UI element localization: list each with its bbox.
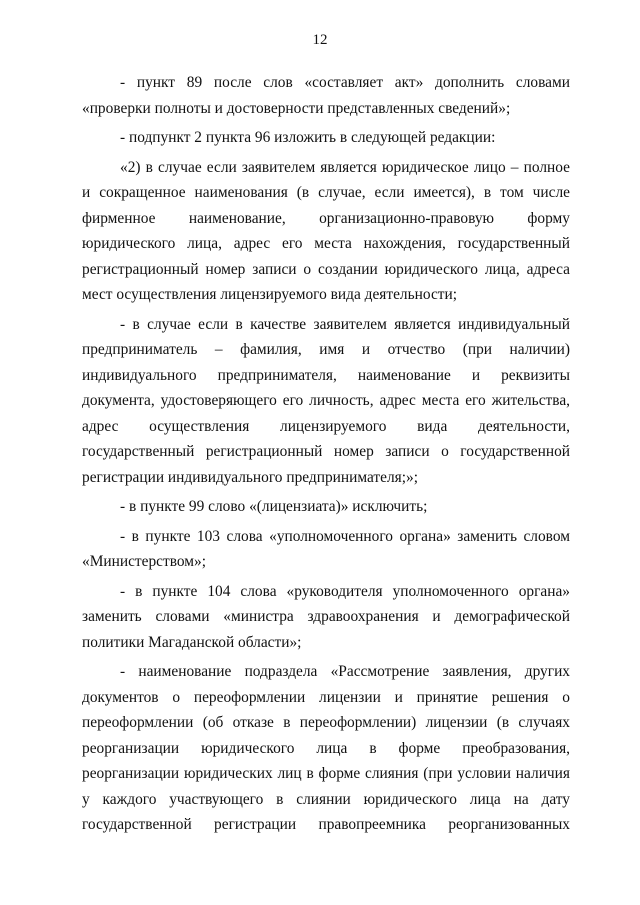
document-body xyxy=(82,70,570,838)
paragraph-subsection-title: - наименование подраздела «Рассмотрение заявления, других документов о переоформлении лицензии и принятие решения о переоформлении (об отказе в переоформлении) лицензии (в случаях реорганизации юридического лица в форме преобразования, реорганизации юридических лиц в форме слияния (при условии наличия у каждого участвующего в слиянии юридического лица на дату государственной регистрации правопреемника реорганизованных xyxy=(82,663,570,833)
paragraph-item-103: - в пункте 103 слова «уполномоченного органа» заменить словом «Министерством»; xyxy=(82,527,570,570)
page-number: 12 xyxy=(312,32,328,48)
paragraph-item-89: - пункт 89 после слов «составляет акт» дополнить словами «проверки полноты и достоверности представленных сведений»; xyxy=(82,74,570,117)
paragraph-individual-entrepreneur: - в случае если в качестве заявителем является индивидуальный предприниматель – фамилия, имя и отчество (при наличии) индивидуального предпринимателя, наименование и реквизиты документа, удостоверяющего его личность, адрес места его жительства, адрес осуществления лицензируемого вида деятельности, государственный регистрационный номер записи о государственной регистрации индивидуального предпринимателя;»; xyxy=(82,315,570,486)
paragraph-legal-entity: «2) в случае если заявителем является юридическое лицо – полное и сокращенное наименования (в случае, если имеется), в том числе фирменное наименование, организационно-правовую форму юридического лица, адрес его места нахождения, государственный регистрационный номер записи о создании юридического лица, адреса мест осуществления лицензируемого вида деятельности; xyxy=(82,158,570,303)
paragraph-item-96: - подпункт 2 пункта 96 изложить в следующей редакции: xyxy=(120,129,496,146)
paragraph-item-104: - в пункте 104 слова «руководителя уполномоченного органа» заменить словами «министра здравоохранения и демографической политики Магаданской области»; xyxy=(82,582,570,651)
paragraph-item-99: - в пункте 99 слово «(лицензиата)» исключить; xyxy=(120,498,428,515)
